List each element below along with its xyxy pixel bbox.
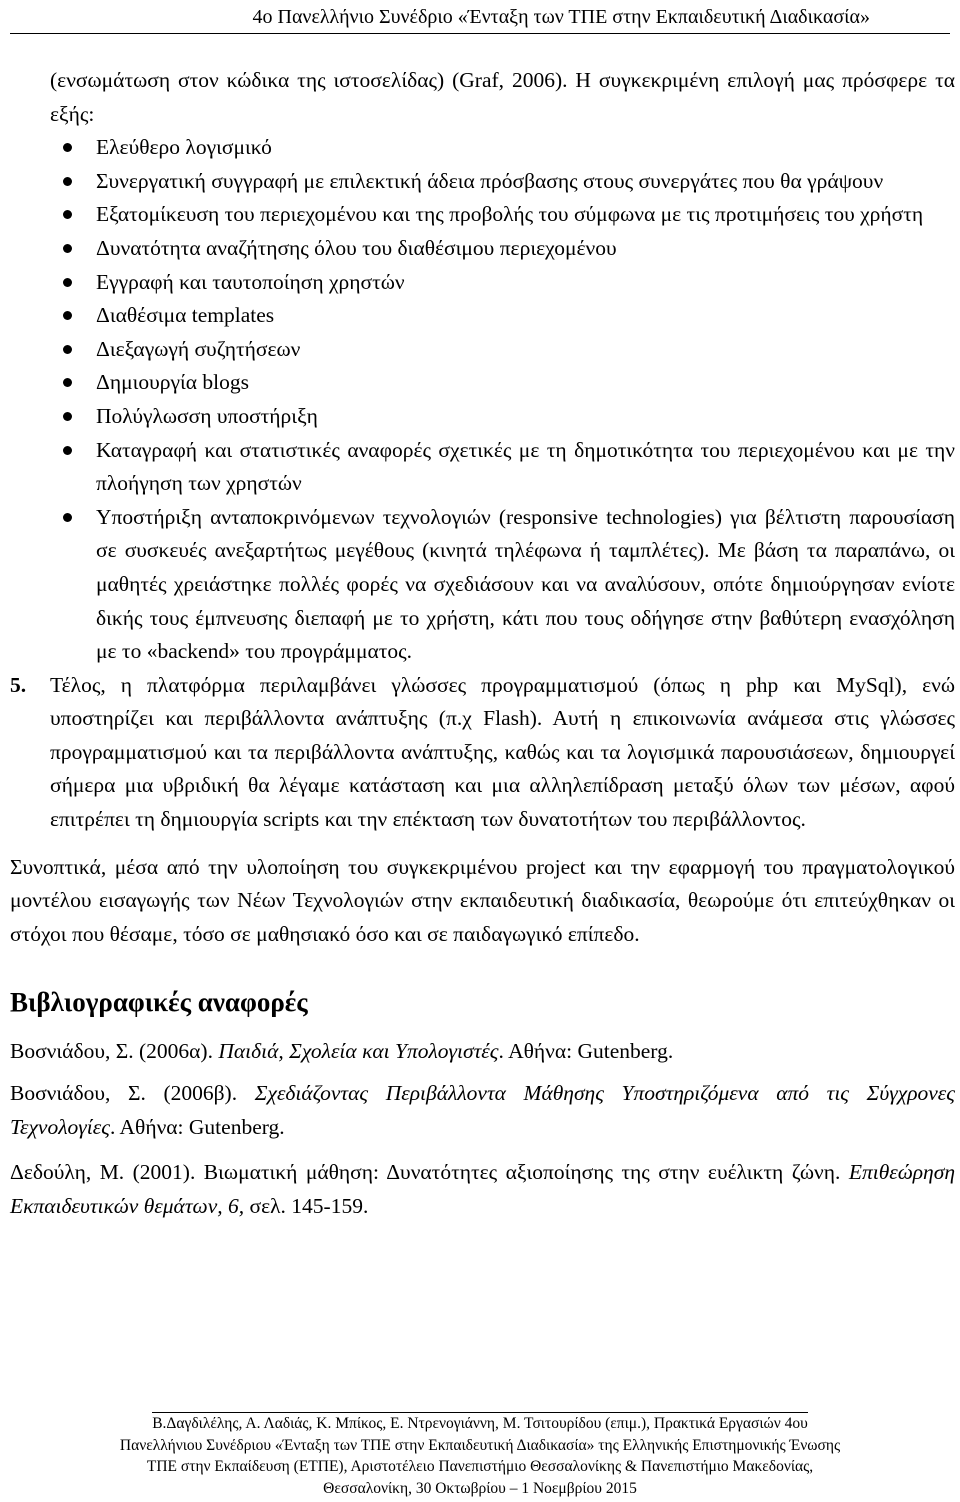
running-header: 4ο Πανελλήνιο Συνέδριο «Ένταξη των ΤΠΕ στην Εκπαιδευτική Διαδικασία» bbox=[252, 6, 870, 28]
reference-author: Βοσνιάδου, Σ. (2006β). bbox=[10, 1081, 255, 1106]
item-5-text: Τέλος, η πλατφόρμα περιλαμβάνει γλώσσες προγραμματισμού (όπως η php και MySql), ενώ υποστηρίζει και περιβάλλοντα ανάπτυξης (π.χ Flash). Αυτή η επικοινωνία ανάμεσα στις γλώσσες προγραμματισμού και τα περιβάλλοντα ανάπτυξης, καθώς και τα λογισμικά παρουσιάσεων, δημιουργεί σήμερα μια υβριδική θα λέγαμε κατάσταση και μια αλληλεπίδραση μεταξύ όλων των μέσων, αφού επιτρέπει τη δημιουργία scripts και την επέκταση των δυνατοτήτων του περιβάλλοντος. bbox=[50, 672, 955, 832]
reference-title: Επιθεώρηση Εκπαιδευτικών θεμάτων, 6, bbox=[10, 1160, 955, 1218]
list-item: Διεξαγωγή συζητήσεων bbox=[96, 333, 955, 367]
page-footer bbox=[0, 1412, 960, 1499]
features-list bbox=[10, 131, 955, 669]
numbered-item-5 bbox=[10, 669, 955, 837]
summary-paragraph: Συνοπτικά, μέσα από την υλοποίηση του συγκεκριμένου project και την εφαρμογή του πραγματολογικού μοντέλου εισαγωγής των Νέων Τεχνολογιών στην εκπαιδευτική διαδικασία, θεωρούμε ότι επιτεύχθηκαν οι στόχοι που θέσαμε, τόσο σε μαθησιακό όσο και σε παιδαγωγικό επίπεδο. bbox=[10, 854, 955, 946]
references-heading: Βιβλιογραφικές αναφορές bbox=[10, 987, 308, 1018]
header-rule bbox=[10, 33, 950, 34]
list-item: Συνεργατική συγγραφή με επιλεκτική άδεια πρόσβασης στους συνεργάτες που θα γράψουν bbox=[96, 165, 955, 199]
list-item: Εξατομίκευση του περιεχομένου και της προβολής του σύμφωνα με τις προτιμήσεις του χρήστη bbox=[96, 198, 955, 232]
list-item: Καταγραφή και στατιστικές αναφορές σχετικές με τη δημοτικότητα του περιεχομένου και με την πλοήγηση των χρηστών bbox=[96, 434, 955, 501]
reference-author: Δεδούλη, Μ. (2001). Βιωματική μάθηση: Δυνατότητες αξιοποίησης της στην ευέλικτη ζώνη. bbox=[10, 1160, 849, 1185]
page-body bbox=[10, 64, 955, 1235]
reference-author: Βοσνιάδου, Σ. (2006α). bbox=[10, 1039, 219, 1064]
footer-line-conference: Πανελλήνιου Συνέδριου «Ένταξη των ΤΠΕ στην Εκπαιδευτική Διαδικασία» της Ελληνικής Επιστημονικής Ένωσης bbox=[119, 1436, 841, 1454]
list-item: Εγγραφή και ταυτοποίηση χρηστών bbox=[96, 266, 955, 300]
reference-item bbox=[10, 1156, 955, 1223]
responsive-feature-text: Υποστήριξη ανταποκρινόμενων τεχνολογιών (responsive technologies) για βέλτιστη παρουσίαση σε συσκευές ανεξαρτήτως μεγέθους (κινητά τηλέφωνα ή ταμπλέτες). bbox=[96, 504, 955, 563]
footer-line-date: Θεσσαλονίκη, 30 Οκτωβρίου – 1 Νοεμβρίου 2015 bbox=[323, 1479, 637, 1497]
reference-item bbox=[10, 1035, 955, 1069]
footer-block bbox=[152, 1412, 808, 1435]
reference-title: Παιδιά, Σχολεία και Υπολογιστές bbox=[218, 1039, 499, 1064]
footer-line-editors: Β.Δαγδιλέλης, Α. Λαδιάς, Κ. Μπίκος, Ε. Ντρενογιάννη, Μ. Τσιτουρίδου (επιμ.), Πρακτικά Εργασιών 4ου bbox=[152, 1415, 808, 1432]
list-item: Δημιουργία blogs bbox=[96, 366, 955, 400]
reference-publisher: . Αθήνα: Gutenberg. bbox=[498, 1039, 674, 1064]
intro-paragraph: (ενσωμάτωση στον κώδικα της ιστοσελίδας) (Graf, 2006). Η συγκεκριμένη επιλογή μας πρόσφερε τα εξής: bbox=[50, 68, 955, 126]
item-number: 5. bbox=[10, 672, 27, 697]
continuation-text: Με βάση τα παραπάνω, οι μαθητές χρειάστηκε πολλές φορές να σχεδιάσουν και να αναλύσουν, οπότε δημιούργησαν ενίοτε δικής τους έμπνευσης διεπαφή με το χρήστη, κάτι που τους οδήγησε στην βαθύτερη ενασχόληση με το «backend» του προγράμματος. bbox=[96, 538, 955, 664]
list-item: Διαθέσιμα templates bbox=[96, 299, 955, 333]
list-item-responsive bbox=[96, 501, 955, 669]
reference-title: Σχεδιάζοντας Περιβάλλοντα Μάθησης Υποστηριζόμενα από τις Σύγχρονες Τεχνολογίες bbox=[10, 1081, 956, 1139]
list-item: Ελεύθερο λογισμικό bbox=[96, 131, 955, 165]
footer-line-institutions: ΤΠΕ στην Εκπαίδευση (ΕΤΠΕ), Αριστοτέλειο Πανεπιστήμιο Θεσσαλονίκης & Πανεπιστήμιο Μακεδονίας, bbox=[146, 1458, 814, 1475]
list-item: Πολύγλωσση υποστήριξη bbox=[96, 400, 955, 434]
reference-publisher: . Αθήνα: Gutenberg. bbox=[109, 1114, 285, 1139]
reference-publisher: σελ. 145-159. bbox=[244, 1193, 369, 1218]
list-item: Δυνατότητα αναζήτησης όλου του διαθέσιμου περιεχομένου bbox=[96, 232, 955, 266]
reference-item bbox=[10, 1077, 955, 1144]
